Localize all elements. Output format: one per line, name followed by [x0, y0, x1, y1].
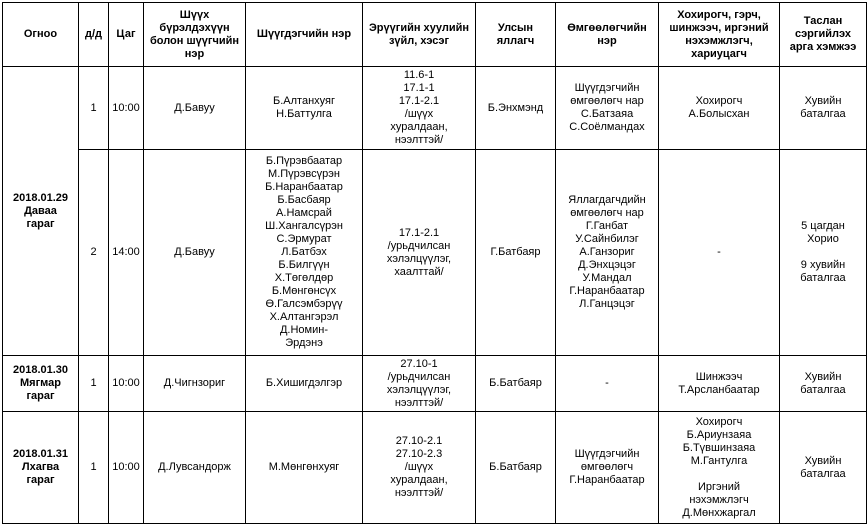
case-judge: Д.Бавуу — [144, 67, 246, 150]
header-article: Эрүүгийн хуулийн зүйл, хэсэг — [363, 3, 476, 67]
case-prosecutor: Б.Батбаяр — [476, 412, 556, 524]
case-time: 10:00 — [109, 356, 144, 412]
case-defendant: М.Мөнгөнхуяг — [246, 412, 363, 524]
case-prosecutor: Г.Батбаяр — [476, 150, 556, 356]
case-defendant: Б.Хишигдэлгэр — [246, 356, 363, 412]
case-prosecutor: Б.Батбаяр — [476, 356, 556, 412]
case-time: 14:00 — [109, 150, 144, 356]
case-judge: Д.Лувсандорж — [144, 412, 246, 524]
header-defender: Өмгөөлөгчийн нэр — [556, 3, 659, 67]
table-row — [3, 412, 867, 524]
header-prosecutor: Улсын яллагч — [476, 3, 556, 67]
court-schedule-table — [2, 2, 867, 524]
case-article: 17.1-2.1 /урьдчилсан хэлэлцүүлэг, хаалттай/ — [363, 150, 476, 356]
header-measure: Таслан сэргийлэх арга хэмжээ — [780, 3, 867, 67]
case-measure: 5 цагдан Хорио 9 хувийн баталгаа — [780, 150, 867, 356]
case-victim: - — [659, 150, 780, 356]
case-prosecutor: Б.Энхмэнд — [476, 67, 556, 150]
case-number: 1 — [79, 356, 109, 412]
case-judge: Д.Бавуу — [144, 150, 246, 356]
case-article: 27.10-2.1 27.10-2.3 /шүүх хуралдаан, нээлттэй/ — [363, 412, 476, 524]
case-defendant: Б.Пүрэвбаатар М.Пүрэвсүрэн Б.Наранбаатар Б.Басбаяр А.Намсрай Ш.Хангалсүрэн С.Эрмурат Л.Батбэх Б.Билгүүн Х.Төгөлдөр Б.Мөнгөнсүх Ө.Галсэмбэрүү Х.Алтангэрэл Д.Номин- Эрдэнэ — [246, 150, 363, 356]
date-cell: 2018.01.31 Лхагва гараг — [3, 412, 79, 524]
case-victim: Хохирогч А.Болысхан — [659, 67, 780, 150]
case-time: 10:00 — [109, 412, 144, 524]
table-row — [3, 356, 867, 412]
header-time: Цаг — [109, 3, 144, 67]
case-article: 27.10-1 /урьдчилсан хэлэлцүүлэг, нээлттэй/ — [363, 356, 476, 412]
date-cell: 2018.01.29 Даваа гараг — [3, 67, 79, 356]
case-time: 10:00 — [109, 67, 144, 150]
case-defender: Шүүгдэгчийн өмгөөлөгч Г.Наранбаатар — [556, 412, 659, 524]
case-measure: Хувийн баталгаа — [780, 412, 867, 524]
header-number: д/д — [79, 3, 109, 67]
case-victim: Хохирогч Б.Ариунзаяа Б.Түвшинзаяа М.Гантулга Иргэний нэхэмжлэгч Д.Мөнхжаргал — [659, 412, 780, 524]
case-measure: Хувийн баталгаа — [780, 356, 867, 412]
case-number: 1 — [79, 412, 109, 524]
case-defender: - — [556, 356, 659, 412]
case-measure: Хувийн баталгаа — [780, 67, 867, 150]
header-judge: Шүүх бүрэлдэхүүн болон шүүгчийн нэр — [144, 3, 246, 67]
case-article: 11.6-1 17.1-1 17.1-2.1 /шүүх хуралдаан, нээлттэй/ — [363, 67, 476, 150]
case-number: 1 — [79, 67, 109, 150]
case-judge: Д.Чигнзориг — [144, 356, 246, 412]
header-date: Огноо — [3, 3, 79, 67]
case-defender: Яллагдагчдийн өмгөөлөгч нар Г.Ганбат У.Сайнбилэг А.Ганзориг Д.Энхцэцэг У.Мандал Г.Наранбаатар Л.Ганцэцэг — [556, 150, 659, 356]
header-victim: Хохирогч, гэрч, шинжээч, иргэний нэхэмжлэгч, хариуцагч — [659, 3, 780, 67]
case-number: 2 — [79, 150, 109, 356]
case-victim: Шинжээч Т.Арсланбаатар — [659, 356, 780, 412]
date-cell: 2018.01.30 Мягмар гараг — [3, 356, 79, 412]
case-defendant: Б.Алтанхуяг Н.Баттулга — [246, 67, 363, 150]
table-row — [3, 67, 867, 150]
header-row — [3, 3, 867, 67]
case-defender: Шүүгдэгчийн өмгөөлөгч нар С.Батзаяа С.Соёлмандах — [556, 67, 659, 150]
table-row — [3, 150, 867, 356]
header-defendant: Шүүгдэгчийн нэр — [246, 3, 363, 67]
